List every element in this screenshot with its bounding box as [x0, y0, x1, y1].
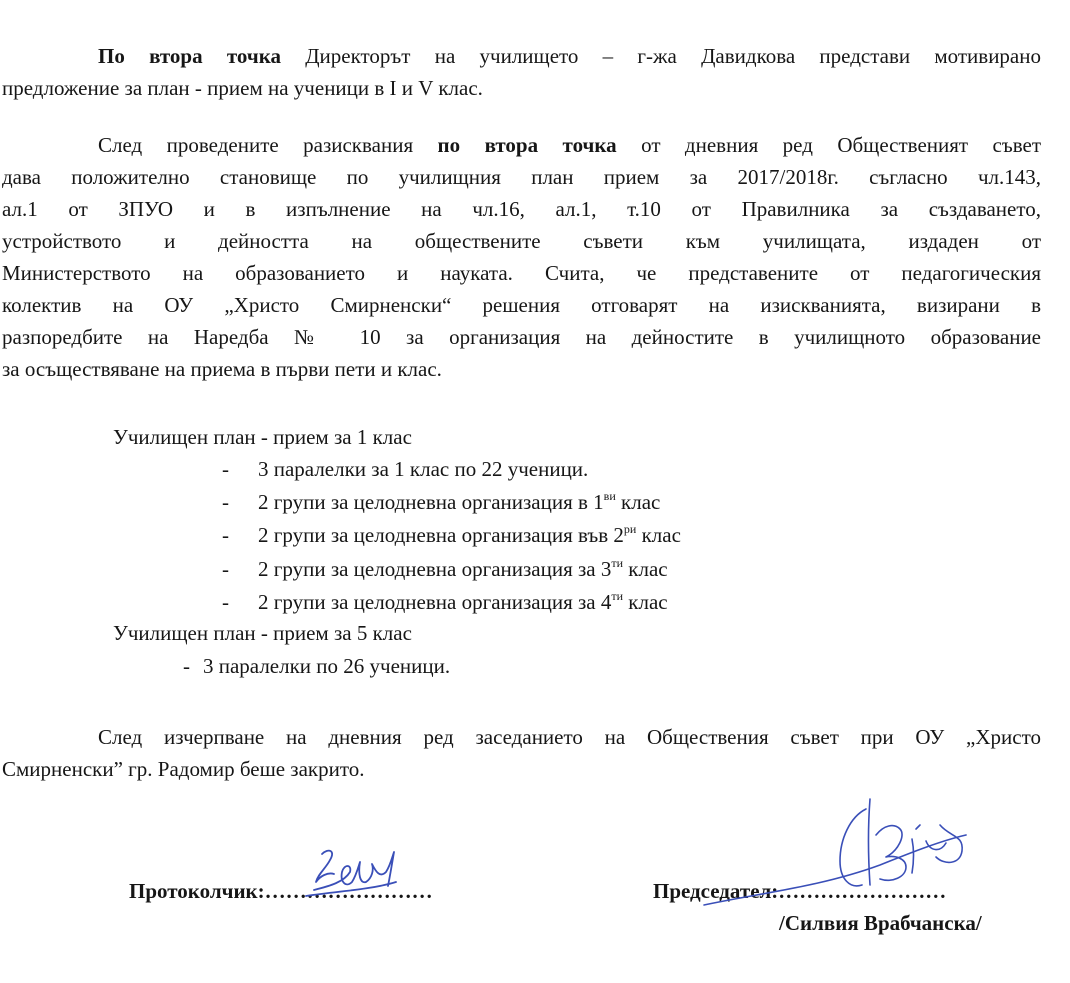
- paragraph-line: [98, 129, 1041, 161]
- list-item: [222, 519, 681, 551]
- list-dash: -: [222, 557, 229, 581]
- recorder-signature-line: Протоколчик:……………………: [129, 879, 433, 903]
- paragraph-line: разпоредбите на Наредба № 10 за организация на дейностите в училищното образование: [2, 325, 1041, 349]
- list-item: [222, 453, 588, 485]
- paragraph-line: колектив на ОУ „Христо Смирненски“ решения отговарят на изискванията, визирани в: [2, 293, 1041, 317]
- handwritten-signature-chair: [700, 795, 970, 915]
- list-item-tail: клас: [623, 557, 668, 581]
- ordinal-suffix: ви: [603, 489, 616, 503]
- list-item-text: 2 групи за целодневна организация във 2: [258, 523, 624, 547]
- plan-title-grade-1: Училищен план - прием за 1 клас: [113, 425, 412, 449]
- paragraph-discussion: [2, 129, 1042, 385]
- list-item: [183, 650, 450, 682]
- paragraph-line: устройството и дейността на обществените съвети към училищата, издаден от: [2, 229, 1041, 253]
- list-dash: -: [222, 457, 229, 481]
- paragraph-line: Смирненски” гр. Радомир беше закрито.: [2, 757, 365, 781]
- ordinal-suffix: ри: [623, 522, 637, 536]
- paragraph-line: След изчерпване на дневния ред заседанието на Обществения съвет при ОУ „Христо: [98, 725, 1041, 749]
- list-item: [222, 486, 660, 518]
- list-dash: -: [222, 490, 229, 514]
- list-item-text: 2 групи за целодневна организация за 4: [258, 590, 612, 614]
- paragraph-text: Директорът на училището – г-жа Давидкова представи мотивирано: [280, 44, 1041, 68]
- list-item-tail: клас: [636, 523, 681, 547]
- list-item-text: 2 групи за целодневна организация в 1: [258, 490, 604, 514]
- list-item-text: 2 групи за целодневна организация за 3: [258, 557, 612, 581]
- ordinal-suffix: ти: [611, 556, 624, 570]
- bold-phrase: по втора точка: [437, 133, 617, 157]
- list-item: [222, 586, 668, 618]
- list-dash: -: [222, 523, 229, 547]
- paragraph-closing: [2, 721, 1041, 785]
- list-dash: -: [222, 590, 229, 614]
- plan-title-grade-5: Училищен план - прием за 5 клас: [113, 621, 412, 645]
- handwritten-signature-recorder: [300, 842, 420, 902]
- paragraph-line: ал.1 от ЗПУО и в изпълнение на чл.16, ал.1, т.10 от Правилника за създаването,: [2, 197, 1041, 221]
- list-item: [222, 553, 668, 585]
- paragraph-text: от дневния ред Общественият съвет: [616, 133, 1042, 157]
- list-item-text: 3 паралелки по 26 ученици.: [203, 654, 451, 678]
- chair-signature-line: Председател:……………………: [653, 879, 947, 903]
- list-item-tail: клас: [615, 490, 661, 514]
- paragraph-line: [98, 40, 1041, 72]
- list-dash: -: [183, 654, 190, 678]
- paragraph-second-point-intro: [2, 40, 1041, 104]
- paragraph-line: предложение за план - прием на ученици в I и V клас.: [2, 76, 483, 100]
- bold-lead: По втора точка: [98, 44, 281, 68]
- paragraph-line: дава положително становище по училищния план прием за 2017/2018г. съгласно чл.143,: [2, 165, 1041, 189]
- list-item-text: 3 паралелки за 1 клас по 22 ученици.: [258, 457, 589, 481]
- list-item-tail: клас: [623, 590, 668, 614]
- paragraph-text: След проведените разисквания: [98, 133, 438, 157]
- ordinal-suffix: ти: [611, 589, 624, 603]
- paragraph-line: за осъществяване на приема в първи пети и клас.: [2, 357, 442, 381]
- paragraph-line: Министерството на образованието и науката. Счита, че представените от педагогическия: [2, 261, 1041, 285]
- chair-name: /Силвия Врабчанска/: [779, 911, 982, 935]
